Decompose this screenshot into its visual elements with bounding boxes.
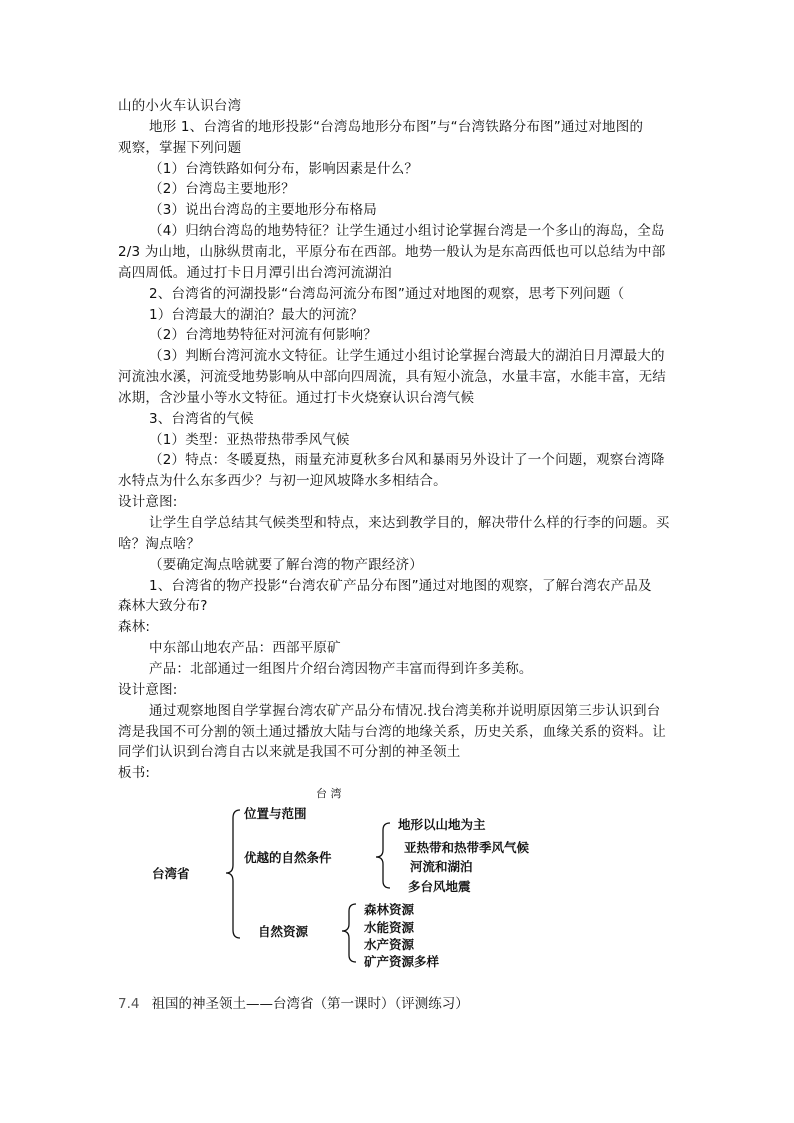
text-line: （要确定淘点啥就要了解台湾的物产跟经济） (149, 556, 423, 573)
text-line: 水特点为什么东多西少？与初一迎风坡降水多相结合。 (118, 473, 447, 490)
board-root: 台湾省 (152, 866, 190, 881)
nature-item-1: 地形以山地为主 (398, 817, 486, 832)
text-line: 冰期，含沙量小等水文特征。通过打卡火烧寮认识台湾气候 (118, 389, 475, 406)
text-line: 森林: (118, 619, 151, 636)
text-line: 2/3 为山地，山脉纵贯南北，平原分布在西部。地势一般认为是东高西低也可以总结为中部 (118, 243, 666, 260)
main-brace (226, 810, 240, 938)
section-number: 7.4 (118, 996, 140, 1012)
text-line: 2、台湾省的河湖投影“台湾岛河流分布图”通过对地图的观察，思考下列问题（ (149, 285, 625, 302)
text-line: （2）台湾地势特征对河流有何影响？ (149, 327, 377, 344)
board-branch-nature: 优越的自然条件 (244, 850, 332, 865)
text-line: 设计意图: (118, 494, 178, 511)
text-line: （1）台湾铁路如何分布，影响因素是什么？ (149, 160, 419, 177)
text-line: （2）特点：冬暖夏热，雨量充沛夏秋多台风和暴雨另外设计了一个问题，观察台湾降 (149, 452, 665, 469)
nature-brace (376, 823, 390, 888)
text-line: （2）台湾岛主要地形？ (149, 181, 295, 198)
text-line: 高四周低。通过打卡日月潭引出台湾河流湖泊 (118, 264, 392, 281)
nature-item-4: 多台风地震 (408, 879, 471, 894)
text-line: 啥？淘点啥？ (118, 535, 201, 552)
resource-item-4: 矿产资源多样 (364, 954, 440, 969)
text-line: （3）说出台湾岛的主要地形分布格局 (149, 202, 377, 219)
nature-item-3: 河流和湖泊 (410, 859, 473, 874)
text-line: 产品：北部通过一组图片介绍台湾因物产丰富而得到许多美称。 (149, 660, 533, 677)
text-line: （1）类型：亚热带热带季风气候 (149, 431, 350, 448)
text-line: 河流浊水溪，河流受地势影响从中部向四周流，具有短小流急，水量丰富，水能丰富，无结 (118, 369, 666, 386)
text-line: 1）台湾最大的湖泊？最大的河流？ (149, 306, 364, 323)
text-line: 山的小火车认识台湾 (118, 98, 242, 114)
section-title: 祖国的神圣领土——台湾省（第一课时）（评测练习） (151, 996, 469, 1012)
resource-item-3: 水产资源 (364, 937, 415, 952)
text-line: 设计意图: (118, 681, 178, 698)
text-line: （4）归纳台湾岛的地势特征？让学生通过小组讨论掌握台湾是一个多山的海岛，全岛 (149, 223, 665, 240)
board-branch-location: 位置与范围 (244, 806, 307, 821)
text-line: 1、台湾省的物产投影“台湾农矿产品分布图”通过对地图的观察，了解台湾农产品及 (149, 577, 652, 594)
text-line: 同学们认识到台湾自古以来就是我国不可分割的神圣领土 (118, 744, 461, 761)
section-footer (118, 994, 469, 1014)
text-line: 森林大致分布? (118, 598, 208, 615)
text-line: 通过观察地图自学掌握台湾农矿产品分布情况.找台湾美称并说明原因第三步认识到台 (149, 702, 661, 719)
text-line: 3、台湾省的气候 (149, 410, 254, 427)
resource-item-1: 森林资源 (364, 902, 415, 917)
resources-brace (342, 904, 356, 962)
text-line: 地形 1、台湾省的地形投影“台湾岛地形分布图”与“台湾铁路分布图”通过对地图的 (149, 118, 644, 135)
text-line: 板书: (118, 765, 151, 782)
text-line: 中东部山地农产品：西部平原矿 (149, 640, 341, 657)
text-line: 观察，掌握下列问题 (118, 139, 242, 156)
board-title: 台 湾 (316, 787, 342, 800)
text-line: （3）判断台湾河流水文特征。让学生通过小组讨论掌握台湾最大的湖泊日月潭最大的 (149, 348, 665, 365)
text-line: 让学生自学总结其气候类型和特点，来达到教学目的，解决带什么样的行李的问题。买 (149, 515, 670, 531)
text-line: 湾是我国不可分割的领土通过播放大陆与台湾的地缘关系，历史关系，血缘关系的资料。让 (118, 723, 666, 740)
nature-item-2: 亚热带和热带季风气候 (404, 840, 530, 855)
board-branch-resources: 自然资源 (258, 924, 309, 939)
resource-item-2: 水能资源 (364, 920, 415, 935)
